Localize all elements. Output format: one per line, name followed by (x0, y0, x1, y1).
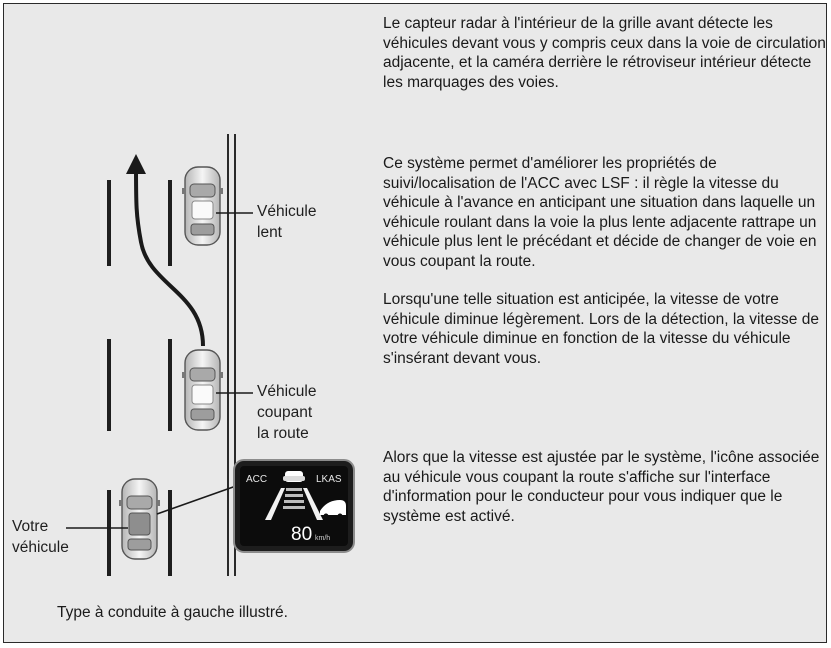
your-vehicle-icon (119, 479, 160, 559)
cutting-vehicle-label: Véhicule coupant la route (257, 383, 317, 442)
slow-vehicle-icon (182, 167, 223, 245)
acc-indicator: ACC (246, 474, 268, 485)
speed-unit: km/h (315, 535, 331, 542)
slow-vehicle-label: Véhicule lent (257, 203, 317, 241)
paragraph-display-icon: Alors que la vitesse est ajustée par le système, l'icône associée au véhicule vous coupant la route s'affiche sur l'interface d'information pour le conducteur pour vous indiquer que le système est activé. (383, 449, 820, 525)
paragraph-speed-reduction: Lorsqu'une telle situation est anticipée, la vitesse de votre véhicule diminue légèrement. Lors de la détection, la vitesse de votre véhicule diminue en fonction de la vitesse du véhicule s'insérant devant vous. (383, 291, 819, 367)
lead-vehicle-icon (283, 471, 305, 482)
cutting-vehicle-icon (182, 350, 223, 430)
your-vehicle-label: Votre véhicule (12, 518, 69, 556)
paragraph-system: Ce système permet d'améliorer les propriétés de suivi/localisation de l'ACC avec LSF : il règle la vitesse du véhicule à l'avance en anticipant une situation dans laquelle un véhicule roulant dans la voie la plus lente adjacente rattrape un véhicule plus lent le précédant et décide de changer de voie en vous coupant la route. (383, 155, 817, 270)
illustration-caption: Type à conduite à gauche illustré. (57, 604, 288, 621)
driver-info-display (234, 460, 354, 552)
paragraph-sensor: Le capteur radar à l'intérieur de la grille avant détecte les véhicules devant vous y compris ceux dans la voie de circulation adjacente, et la caméra derrière le rétroviseur intérieur détecte les marquages des voies. (383, 15, 826, 91)
lkas-indicator: LKAS (316, 474, 342, 485)
leader-lines (66, 213, 253, 528)
content-panel (3, 3, 827, 643)
speed-value: 80 (291, 524, 313, 545)
